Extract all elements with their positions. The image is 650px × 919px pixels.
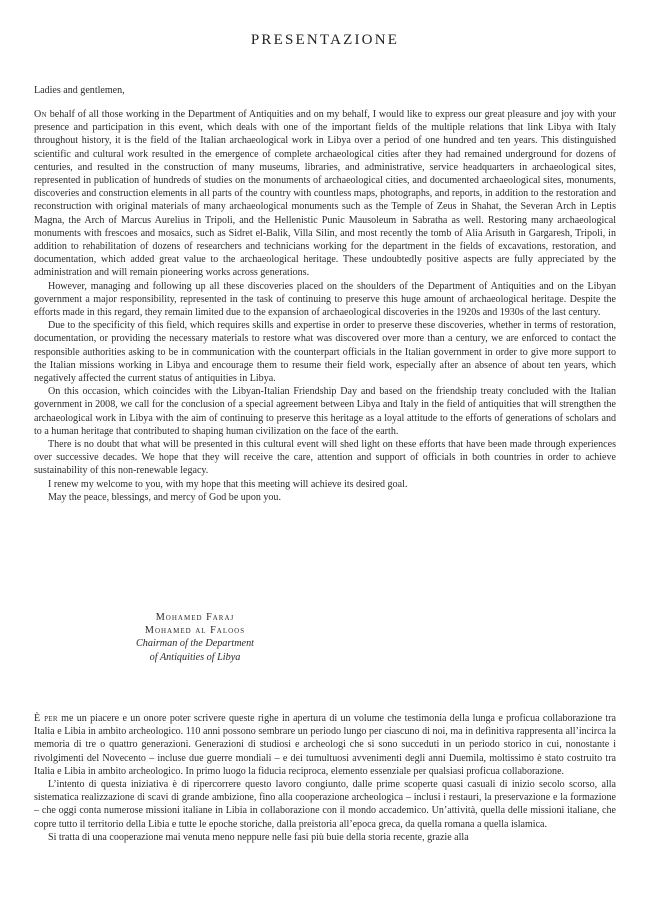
signatory-role: of Antiquities of Libya — [149, 651, 241, 663]
letter-paragraph: I renew my welcome to you, with my hope that this meeting will achieve its desired goal. — [48, 478, 408, 490]
paragraph-text: behalf of all those working in the Department of Antiquities and on my behalf, I would like to express our great pleasure and joy with your presence and participation in this event, which deals with one of the important fields of the multiple relations that link Libya with Italy throughout history, it is the field of the Italian archaeological work in Libya over a period of one hundred and ten years. This distinguished scientific and cultural work resulted in the emergence of complete archaeological cities after they had remained underground for dozens of centuries, and resulted in the construction of many museums, libraries, and administrative, service headquarters in archaeological sites, represented in publication of hundreds of studies on the monuments of archaeological cities, and documented archaeological sites, monuments, discoveries and construction elements in all parts of the country with countless maps, photographs, and reports, in addition to the restoration and reconstruction with original materials of many archaeological monuments such as the Temple of Zeus in Shahat, the Severan Arch in Leptis Magna, the Arch of Marcus Aurelius in Tripoli, and the Hellenistic Punic Mausoleum in Sabratha as well. Restoring many archaeological monuments with frescoes and mosaics, such as Sidret el-Balik, Villa Silin, and most recently the tomb of Alia Arisuth in Gargaresh, Tripoli, in addition to rehabilitation of dozens of researchers and technicians working for the department in the fields of excavations, restoration, and documentation, which added great value to the archaeological heritage. These undoubtedly positive aspects are fully appreciated by the administration and will remain pioneering works across generations. — [34, 109, 616, 279]
italian-paragraph — [34, 712, 616, 778]
italian-paragraph: Si tratta di una cooperazione mai venuta meno neppure nelle fasi più buie della storia recente, grazie alla — [48, 831, 469, 843]
letter-paragraph: Due to the specificity of this field, which requires skills and expertise in order to preserve these discoveries, whether in terms of restoration, documentation, or providing the necessary materials to restore what was discovered over more than a century, we are enforced to contact the responsible authorities asking to be in communication with the counterpart officials in the Italian government in order to give more support to the Italian missions working in Libya and encourage them to resume their field work, especially after an absence of about ten years, which negatively affected the current status of antiquities in Libya. — [34, 320, 616, 385]
letter-paragraph: There is no doubt that what will be presented in this cultural event will shed light on these efforts that have been made through experiences over successive decades. We hope that they will receive the care, attention and support of officials in both countries in order to achieve sustainability of this non-renewable legacy. — [34, 439, 616, 477]
letter-paragraph: On this occasion, which coincides with the Libyan-Italian Friendship Day and based on the friendship treaty concluded with the Italian government in 2008, we call for the conclusion of a special agreement between Libya and Italy in the field of antiquities that will strengthen the archaeological work in Libya with the aim of continuing to preserve this heritage as a loyal attitude to the efforts of generations of scholars and to a human heritage that contributed to shaping human civilization on the face of the earth. — [34, 386, 616, 437]
salutation: Ladies and gentlemen, — [34, 85, 125, 96]
letter-paragraph: However, managing and following up all these discoveries placed on the shoulders of the Department of Antiquities and on the Libyan government a major responsibility, represented in the task of continuing to preserve this huge amount of archaeological heritage. Despite the efforts made in this regard, they remain limited due to the expansion of archaeological discoveries in the 1920s and 1930s of the last century. — [34, 280, 616, 319]
signature-block — [110, 611, 280, 664]
signatory-name: Mohamed al Faloos — [144, 625, 246, 637]
paragraph-text: me un piacere e un onore poter scrivere queste righe in apertura di un volume che testimonia della lunga e proficua collaborazione tra Italia e Libia in ambito archeologico. 110 anni possono sembrare un periodo lungo per ciascuno di noi, ma in definitiva rappresenta all’incirca la memoria di tre o quattro generazioni. Generazioni di studiosi e archeologi che si sono succeduti in un periodo storico in cui, nonostante i rivolgimenti del Novecento – incluse due guerre mondiali – e dei tumultuosi avvenimenti degli anni Duemila, moltissimo è stato costruito tra Italia e Libia in ambito archeologico. In primo luogo la fiducia reciproca, elemento essenziale per qualsiasi proficua collaborazione. — [34, 713, 616, 777]
signatory-name: Mohamed Faraj — [155, 612, 235, 623]
letter-paragraph — [34, 108, 616, 280]
drop-lead: È per — [34, 713, 58, 724]
italian-paragraph: L’intento di questa iniziativa è di ripercorrere questo lavoro congiunto, dalle prime scoperte quasi casuali di inizio secolo scorso, alla sistematica realizzazione di scavi di grande ambizione, fino alla cooperazione archeologica – inclusi i restauri, la preservazione e la formazione – che oggi conta numerose missioni italiane in Libia in collaborazione con il mondo accademico. Un’attività, quella delle missioni italiane, che copre tutto il territorio della Libia e tutte le epoche storiche, dalla preistoria all’epoca greca, da quella romana a quella islamica. — [34, 779, 616, 830]
signatory-role: Chairman of the Department — [136, 638, 254, 650]
italian-body — [34, 712, 616, 844]
letter-body — [34, 108, 616, 504]
letter-paragraph: May the peace, blessings, and mercy of God be upon you. — [48, 491, 281, 503]
drop-lead: On — [34, 109, 47, 120]
page-title: PRESENTAZIONE — [250, 32, 400, 48]
